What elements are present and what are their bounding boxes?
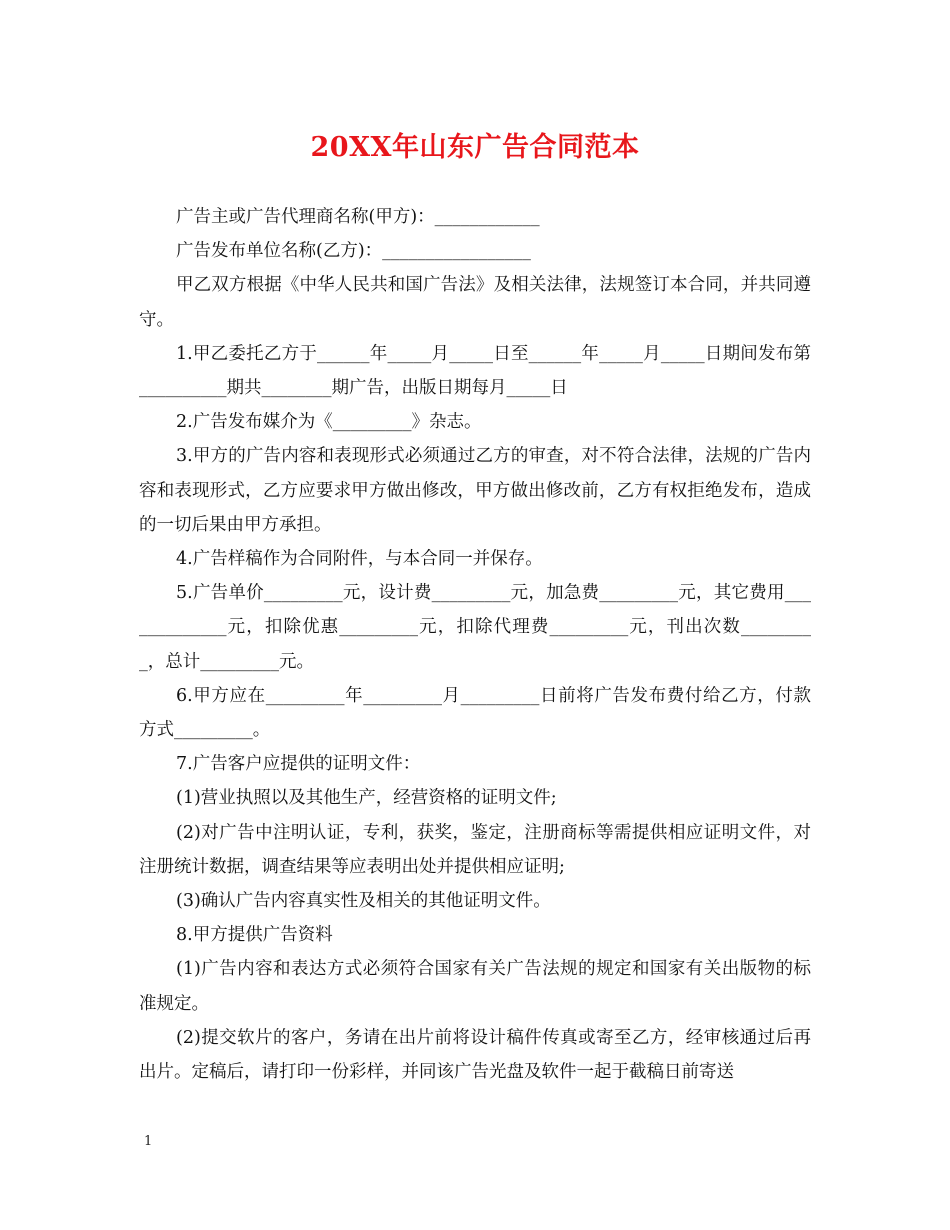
preamble-paragraph: 甲乙双方根据《中华人民共和国广告法》及相关法律，法规签订本合同，并共同遵守。	[139, 275, 811, 330]
party-b-line: 广告发布单位名称(乙方)：_________________	[176, 241, 531, 262]
clause-8: 8.甲方提供广告资料	[176, 925, 333, 946]
clause-3: 3.甲方的广告内容和表现形式必须通过乙方的审查，对不符合法律，法规的广告内容和表现形式，乙方应要求甲方做出修改，甲方做出修改前，乙方有权拒绝发布，造成的一切后果由甲方承担。	[139, 446, 811, 535]
page-number: 1	[144, 1134, 153, 1149]
document-title: 20XX年山东广告合同范本	[310, 132, 640, 163]
clause-7-item-3: (3)确认广告内容真实性及相关的其他证明文件。	[176, 891, 551, 912]
clause-7-item-1: (1)营业执照以及其他生产，经营资格的证明文件;	[176, 788, 557, 809]
clause-8-item-2: (2)提交软片的客户，务请在出片前将设计稿件传真或寄至乙方，经审核通过后再出片。定稿后，请打印一份彩样，并同该广告光盘及软件一起于截稿日前寄送	[139, 1027, 811, 1083]
clause-2: 2.广告发布媒介为《_________》杂志。	[176, 412, 482, 433]
clause-6: 6.甲方应在_________年_________月_________日前将广告发布费付给乙方，付款方式_________。	[139, 685, 811, 741]
clause-5: 5.广告单价_________元，设计费_________元，加急费_________元，其它费用_____________元，扣除优惠_________元，扣除代理费_________元，刊出次数_________，总计_________元。	[139, 583, 811, 672]
clause-1: 1.甲乙委托乙方于______年_____月_____日至______年_____月_____日期间发布第__________期共________期广告，出版日期每月_____日	[139, 343, 811, 399]
clause-7-item-2: (2)对广告中注明认证，专利，获奖，鉴定，注册商标等需提供相应证明文件，对注册统计数据，调查结果等应表明出处并提供相应证明;	[139, 822, 811, 877]
clause-4: 4.广告样稿作为合同附件，与本合同一并保存。	[176, 549, 543, 570]
party-a-line: 广告主或广告代理商名称(甲方)：____________	[176, 207, 540, 227]
clause-7: 7.广告客户应提供的证明文件：	[176, 754, 421, 775]
clause-8-item-1: (1)广告内容和表达方式必须符合国家有关广告法规的规定和国家有关出版物的标准规定。	[139, 959, 811, 1014]
document-body	[139, 200, 811, 1089]
